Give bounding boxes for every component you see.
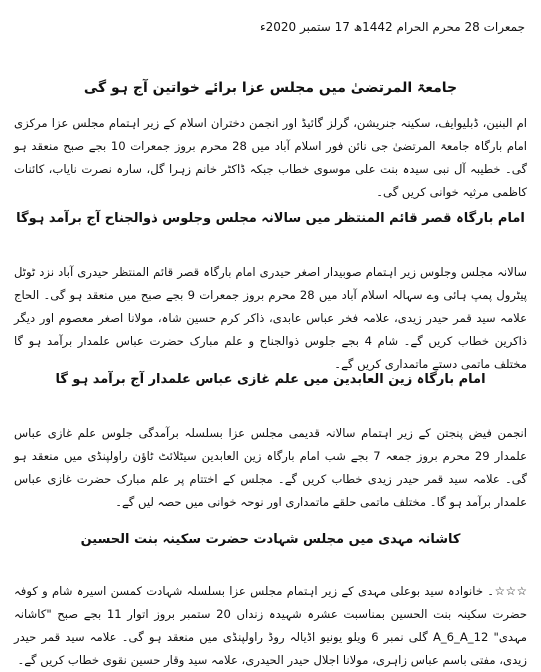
- paragraph-kashana-mehdi: ☆☆☆۔ خانوادہ سید بوعلی مہدی کے زیر اہتمام مجلس عزا بسلسلہ شہادت کمسن اسیرہ شام و کوفہ حضرت سکینہ بنت الحسین بمناسبت عشرہ شہیدہ زنداں 20 ستمبر بروز اتوار 11 بجے صبح "کاشانہ مہدی" 12_A_6_A گلی نمبر 6 ویلو یونیو اڈیالہ روڈ راولپنڈی میں منعقد ہو گی۔ علامہ سید قمر حیدر زیدی، مفتی باسم عباس زاہری، مولانا اجلال حیدر الحیدری، علامہ سید وقار حسین نقوی خطاب کریں گے۔: [14, 584, 528, 667]
- paragraph-jamia-murtaza: ام البنین، ڈبلیوایف، سکینہ جنریشن، گرلز گائیڈ اور انجمن دختران اسلام کے زیر اہتمام مجلس عزا مرکزی امام بارگاہ جامعۃ المرتضیٰ جی نائن فور اسلام آباد میں 28 محرم بروز جمعرات 10 بجے صبح منعقد ہو گی۔ خطیبہ آل نبی سیدہ بنت علی موسوی خطاب جبکہ ڈاکٹر خانم زہرا گل، سارہ نصرت نایاب، کائنات کاظمی مرثیہ خوانی کریں گی۔: [14, 116, 528, 199]
- headline-kashana-mehdi: کاشانہ مہدی میں مجلس شہادت حضرت سکینہ بنت الحسین: [80, 532, 461, 547]
- headline-jamia-murtaza: جامعۃ المرتضیٰ میں مجلس عزا برائے خواتین آج ہو گی: [83, 80, 458, 96]
- date-line: جمعرات 28 محرم الحرام 1442ھ 17 ستمبر 2020ء: [259, 20, 525, 34]
- paragraph-qasr-qaim: سالانہ مجلس وجلوس زیر اہتمام صوبیدار اصغر حیدری امام بارگاہ قصر قائم المنتظر حیدری آباد نزد ٹوٹل پیٹرول پمپ ہائی وے سہالہ اسلام آباد میں 28 محرم بروز جمعرات 9 بجے صبح میں منعقد ہو گی۔ الحاج علامہ سید قمر حیدر زیدی، علامہ فخر عباس عابدی، ذاکر کرم حسین شاہ، مولانا اصغر معصوم اور دیگر ذاکرین خطاب کریں گے۔ شام 4 بجے جلوس ذوالجناح و علم مبارک حضرت عباس علمدار برآمد ہو گا مختلف ماتمی دستے ماتمداری کریں گے۔: [14, 265, 527, 371]
- paragraph-zain-ul-abideen: انجمن فیض پنجتن کے زیر اہتمام سالانہ قدیمی مجلس عزا بسلسلہ برآمدگی جلوس علم غازی عباس علمدار 29 محرم بروز جمعہ 7 بجے شب امام بارگاہ زین العابدین سیٹلائٹ ٹاؤن راولپنڈی میں منعقد ہو گی۔ علامہ سید قمر حیدر زیدی خطاب کریں گے۔ مجلس کے اختتام پر علم مبارک حضرت غازی عباس علمدار برآمد ہو گا۔ مختلف ماتمی حلقے ماتمداری اور نوحہ خوانی میں حصہ لیں گے۔: [14, 426, 527, 509]
- headline-zain-ul-abideen: امام بارگاہ زین العابدین میں علم غازی عباس علمدار آج برآمد ہو گا: [55, 372, 486, 387]
- headline-qasr-qaim: امام بارگاہ قصر قائم المنتظر میں سالانہ مجلس وجلوس ذوالجناح آج برآمد ہوگا: [16, 211, 525, 226]
